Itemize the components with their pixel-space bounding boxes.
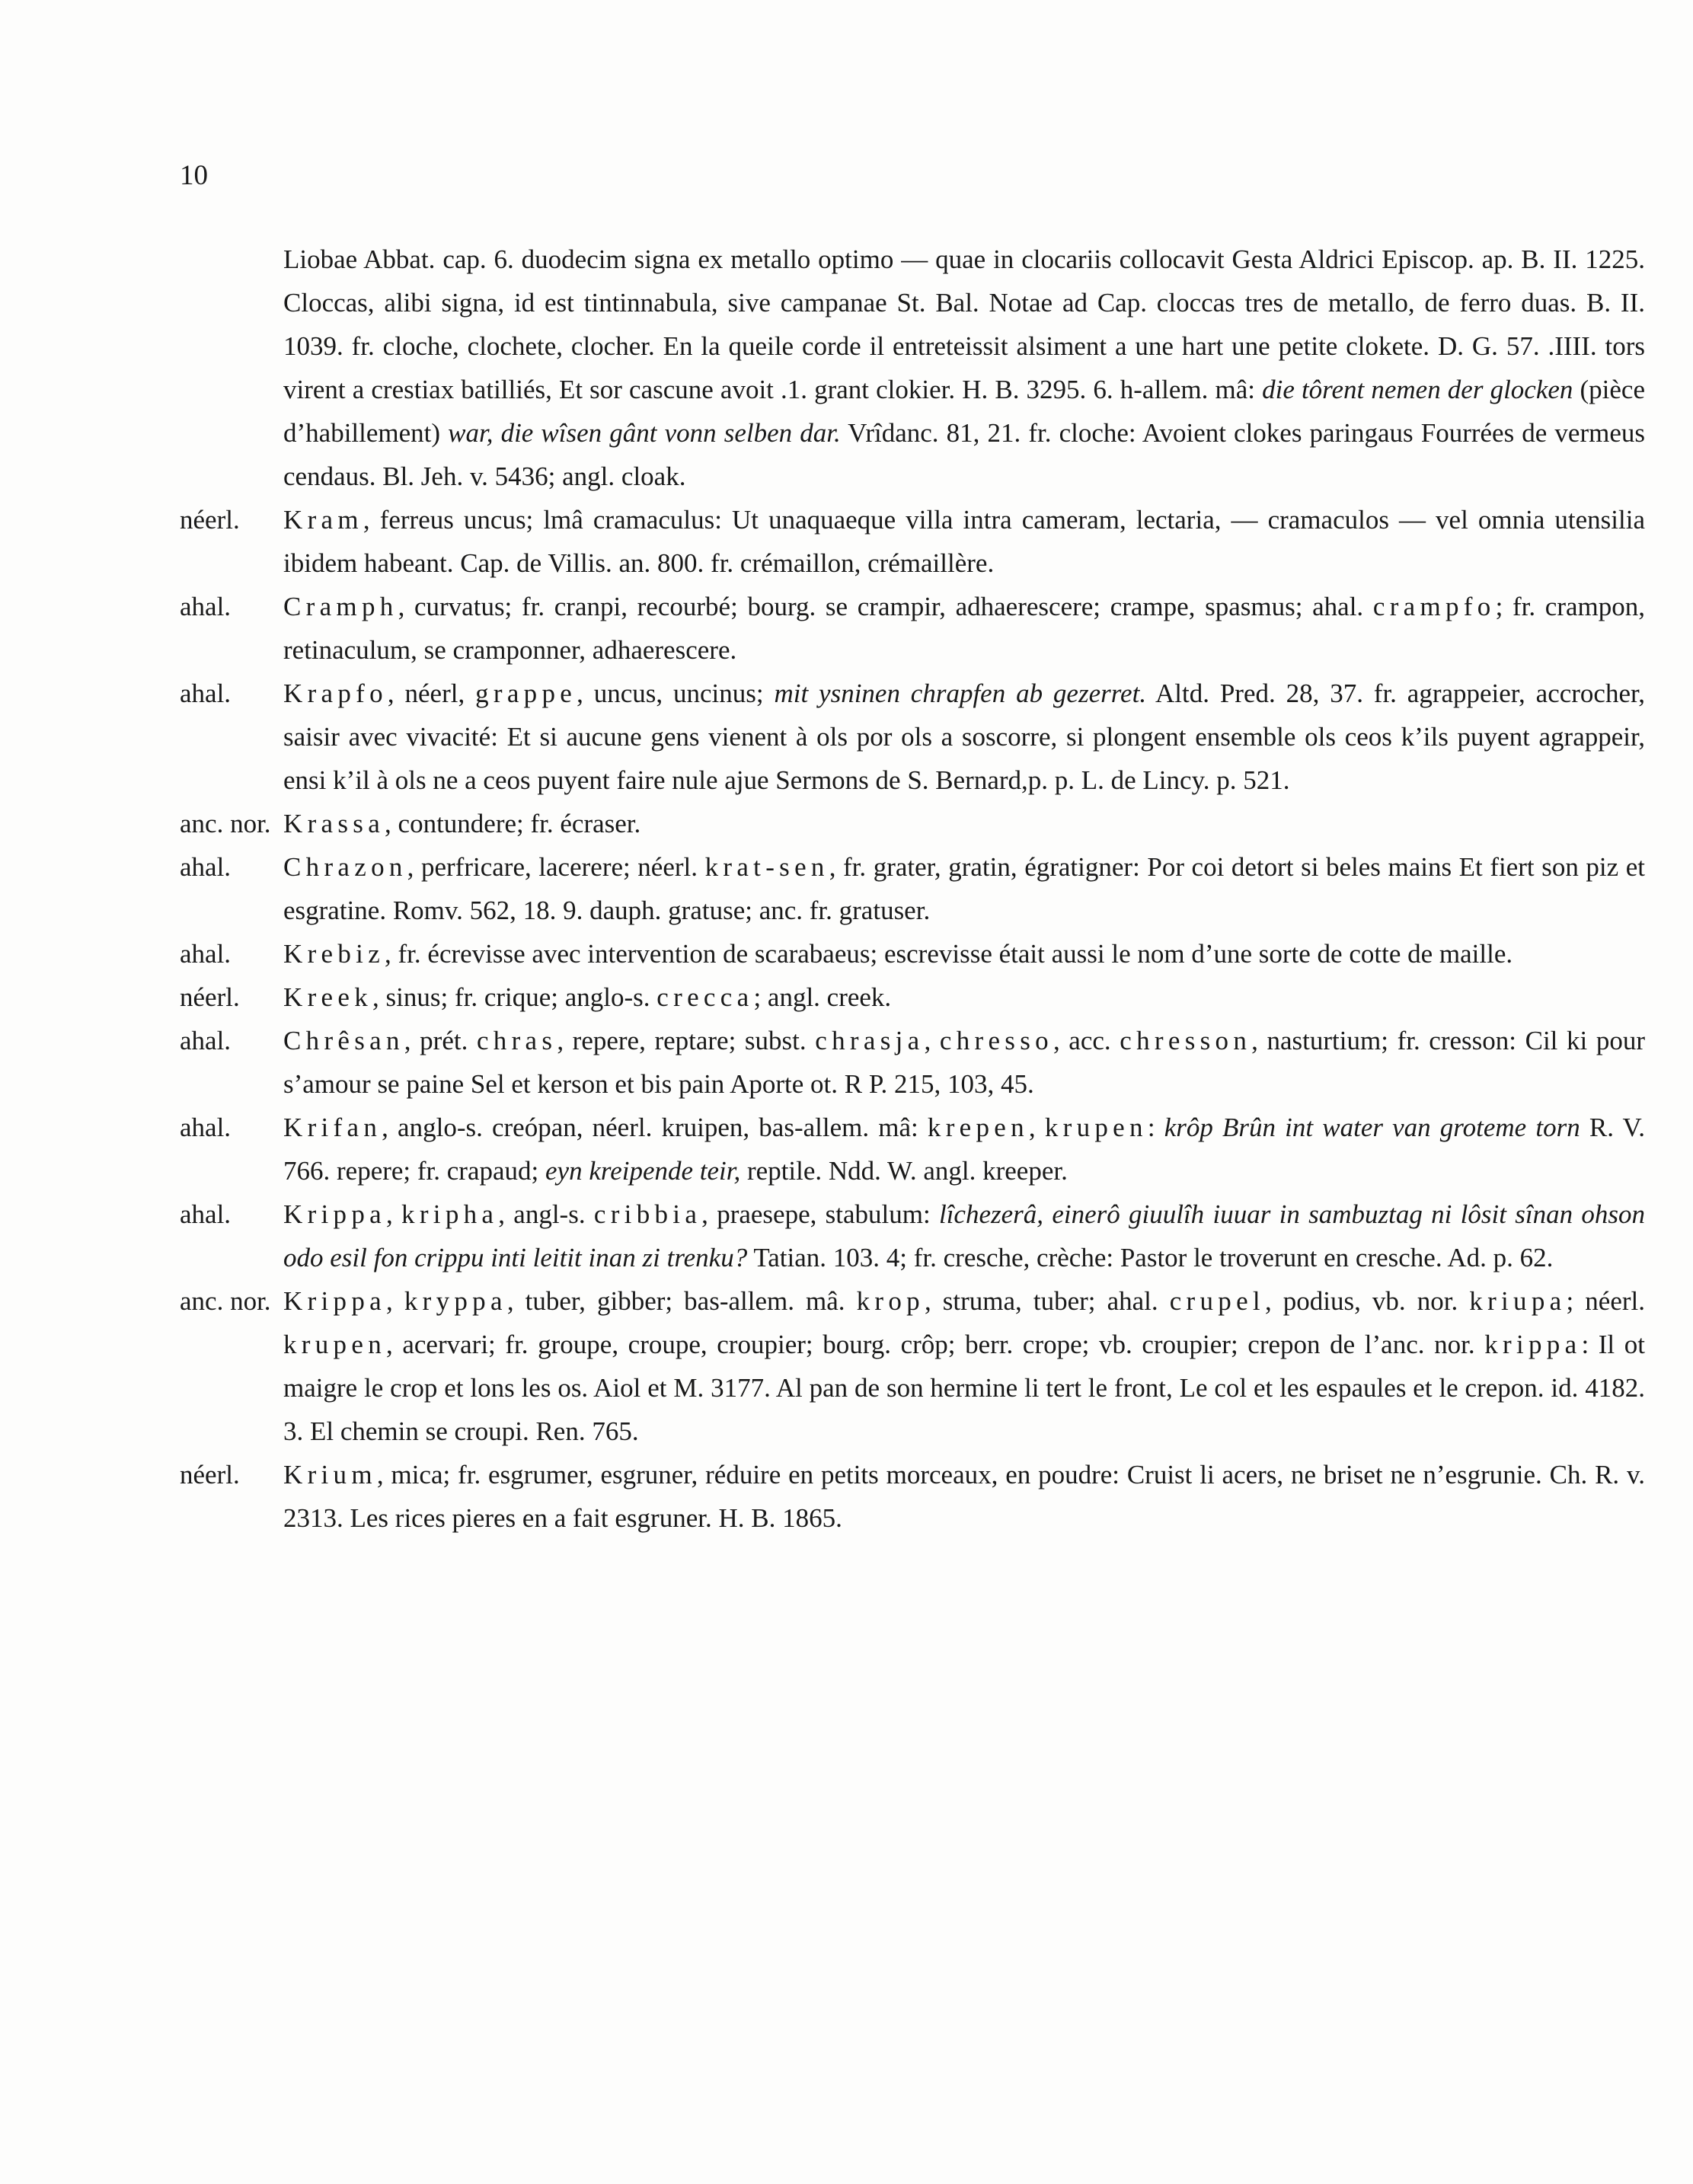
text-segment: , angl-s. <box>498 1199 594 1229</box>
entry-text <box>283 498 1645 585</box>
text-segment: ; angl. creek. <box>753 982 892 1012</box>
text-segment: Altd. Pred. 28, 37. fr. agrappeier, accrocher, saisir avec vivacité: Et si aucune gens vienent à ols por ols a soscorre, si plongent ensemble ols ceos k’ils puyent agrappeir, ensi k’il à ols ne a ceos puyent faire nule ajue Sermons de S. Bernard,p. p. L. de Lincy. p. 521. <box>283 679 1645 795</box>
entry-text <box>283 585 1645 672</box>
glossary-entry <box>180 672 1645 802</box>
text-segment: Vrîdanc. 81, 21. fr. cloche: Avoient clokes paringaus Fourrées de vermeus cendaus. Bl. Jeh. v. 5436; angl. cloak. <box>283 418 1645 491</box>
headword: krupen <box>283 1330 386 1359</box>
entry-language-label: ahal. <box>180 939 232 969</box>
entry-text <box>283 1193 1645 1279</box>
text-segment: , repere, reptare; subst. <box>557 1026 816 1055</box>
text-segment: ; néerl. <box>1566 1286 1645 1316</box>
entry-text <box>283 975 1645 1019</box>
citation-text: mit ysninen chrapfen ab gezerret. <box>774 679 1147 708</box>
headword: chresso <box>939 1026 1053 1055</box>
text-segment: , <box>924 1026 940 1055</box>
page-number: 10 <box>180 160 208 191</box>
headword: Krium <box>283 1460 377 1490</box>
entry-language-label: ahal. <box>180 1026 232 1055</box>
text-segment: (pièce d’habillement) <box>283 375 1645 448</box>
entry-text <box>283 1106 1645 1193</box>
entry-language-label: néerl. <box>180 1460 240 1490</box>
headword: krippa <box>1484 1330 1582 1359</box>
glossary-entry <box>180 238 1645 498</box>
text-segment: ; fr. crampon, retinaculum, se cramponner, adhaerescere. <box>283 592 1645 665</box>
entry-text <box>283 802 1645 845</box>
entry-language-label: ahal. <box>180 852 232 882</box>
glossary-entry <box>180 1106 1645 1193</box>
headword: Chrêsan <box>283 1026 404 1055</box>
text-segment: reptile. Ndd. W. angl. kreeper. <box>740 1156 1068 1186</box>
entry-language-label: anc. nor. <box>180 1286 271 1316</box>
headword: chrasja <box>815 1026 925 1055</box>
text-segment: : <box>1147 1113 1164 1142</box>
citation-text: krôp Brûn int water van groteme torn <box>1164 1113 1580 1142</box>
text-segment: , anglo-s. creópan, néerl. kruipen, bas-allem. mâ: <box>382 1113 928 1142</box>
text-segment: , curvatus; fr. cranpi, recourbé; bourg. se crampir, adhaerescere; crampe, spasmus; ahal. <box>398 592 1373 621</box>
headword: krupen <box>1044 1113 1148 1142</box>
text-segment: , contundere; fr. écraser. <box>385 809 641 838</box>
text-segment: , sinus; fr. crique; anglo-s. <box>372 982 657 1012</box>
text-segment: , mica; fr. esgrumer, esgruner, réduire en petits morceaux, en poudre: Cruist li acers, ne briset ne n’esgrunie. Ch. R. v. 2313. Les rices pieres en a fait esgruner. H. B. 1865. <box>283 1460 1645 1533</box>
text-segment: R. V. 766. repere; fr. crapaud; <box>283 1113 1645 1186</box>
headword: Krippa <box>283 1286 386 1316</box>
glossary-entry <box>180 845 1645 932</box>
text-segment: , uncus, uncinus; <box>577 679 775 708</box>
text-segment: Liobae Abbat. cap. 6. duodecim signa ex metallo optimo — quae in clocariis collocavit Gesta Aldrici Episcop. ap. B. II. 1225. Cloccas, alibi signa, id est tintinnabula, sive campanae St. Bal. Notae ad Cap. cloccas tres de metallo, de ferro duas. B. II. 1039. fr. cloche, clochete, clocher. En la queile corde il entreteissit alsiment a une hart une petite clokete. D. G. 57. .IIII. tors virent a crestiax batilliés, Et sor cascune avoit .1. grant clokier. H. B. 3295. 6. h-allem. mâ: <box>283 244 1645 404</box>
entry-text <box>283 1019 1645 1106</box>
entry-language-label: néerl. <box>180 982 240 1012</box>
headword: kriupa <box>1469 1286 1567 1316</box>
glossary-entry <box>180 1193 1645 1279</box>
glossary-entry <box>180 932 1645 975</box>
headword: krepen <box>927 1113 1029 1142</box>
glossary-entry <box>180 585 1645 672</box>
text-segment: Tatian. 103. 4; fr. cresche, crèche: Pastor le troverunt en cresche. Ad. p. 62. <box>747 1243 1554 1272</box>
headword: Kreek <box>283 982 373 1012</box>
glossary-entry <box>180 802 1645 845</box>
headword: cribbia <box>593 1199 702 1229</box>
entry-language-label: anc. nor. <box>180 809 271 838</box>
headword: kryppa <box>404 1286 507 1316</box>
citation-text: die tôrent nemen der glocken <box>1262 375 1573 404</box>
headword: chresson <box>1120 1026 1252 1055</box>
headword: Krassa <box>283 809 385 838</box>
entry-language-label: ahal. <box>180 1113 232 1142</box>
glossary-entry <box>180 975 1645 1019</box>
entry-language-label: ahal. <box>180 1199 232 1229</box>
headword: crampfo <box>1372 592 1496 621</box>
headword: krat-sen <box>704 852 829 882</box>
glossary-entries <box>180 238 1645 1540</box>
entry-text <box>283 238 1645 498</box>
text-segment: , praesepe, stabulum: <box>701 1199 939 1229</box>
headword: Chrazon <box>283 852 407 882</box>
text-segment: , podius, vb. nor. <box>1264 1286 1470 1316</box>
entry-text <box>283 845 1645 932</box>
headword: kripha <box>401 1199 499 1229</box>
text-segment: , <box>386 1199 402 1229</box>
entry-text <box>283 672 1645 802</box>
headword: crupel <box>1169 1286 1265 1316</box>
headword: Krapfo <box>283 679 388 708</box>
text-segment: , <box>386 1286 404 1316</box>
entry-text <box>283 1279 1645 1453</box>
entry-language-label: ahal. <box>180 592 232 621</box>
headword: Krippa <box>283 1199 386 1229</box>
text-segment: , perfricare, lacerere; néerl. <box>407 852 705 882</box>
entry-text <box>283 932 1645 975</box>
text-segment: : Il ot maigre le crop et lons les os. Aiol et M. 3177. Al pan de son hermine li tert le front, Le col et les espaules et le crepon. id. 4182. 3. El chemin se croupi. Ren. 765. <box>283 1330 1645 1446</box>
text-segment: , fr. écrevisse avec intervention de scarabaeus; escrevisse était aussi le nom d’une sorte de cotte de maille. <box>385 939 1513 969</box>
headword: chras <box>476 1026 557 1055</box>
glossary-entry <box>180 1279 1645 1453</box>
citation-text: eyn kreipende teir, <box>545 1156 741 1186</box>
entry-language-label: néerl. <box>180 505 240 535</box>
citation-text: lîchezerâ, einerô giuulîh iuuar in sambuztag ni lôsit sînan ohson odo esil fon crippu inti leitit inan zi trenku? <box>283 1199 1645 1272</box>
text-segment: , tuber, gibber; bas-allem. mâ. <box>506 1286 857 1316</box>
glossary-entry <box>180 1019 1645 1106</box>
entry-text <box>283 1453 1645 1540</box>
text-segment: , acervari; fr. groupe, croupe, croupier; bourg. crôp; berr. crope; vb. croupier; crepon de l’anc. nor. <box>386 1330 1485 1359</box>
headword: Cramph <box>283 592 398 621</box>
headword: krop <box>856 1286 925 1316</box>
entry-language-label: ahal. <box>180 679 232 708</box>
headword: crecca <box>656 982 754 1012</box>
headword: Krebiz <box>283 939 385 969</box>
text-segment: , ferreus uncus; lmâ cramaculus: Ut unaquaeque villa intra cameram, lectaria, — cramaculos — vel omnia utensilia ibidem habeant. Cap. de Villis. an. 800. fr. crémaillon, crémaillère. <box>283 505 1645 578</box>
glossary-entry <box>180 498 1645 585</box>
text-segment: , acc. <box>1053 1026 1120 1055</box>
headword: Kram <box>283 505 363 535</box>
text-segment: , <box>1028 1113 1045 1142</box>
text-segment: , fr. grater, gratin, égratigner: Por coi detort si beles mains Et fiert son piz et esgratine. Romv. 562, 18. 9. dauph. gratuse; anc. fr. gratuser. <box>283 852 1645 925</box>
text-segment: , struma, tuber; ahal. <box>924 1286 1170 1316</box>
headword: Krifan <box>283 1113 382 1142</box>
text-segment: , néerl, <box>387 679 476 708</box>
glossary-entry <box>180 1453 1645 1540</box>
text-segment: , prét. <box>404 1026 477 1055</box>
text-segment: , nasturtium; fr. cresson: Cil ki pour s’amour se paine Sel et kerson et bis pain Aporte ot. R P. 215, 103, 45. <box>283 1026 1646 1099</box>
headword: grappe <box>475 679 577 708</box>
citation-text: war, die wîsen gânt vonn selben dar. <box>448 418 841 448</box>
